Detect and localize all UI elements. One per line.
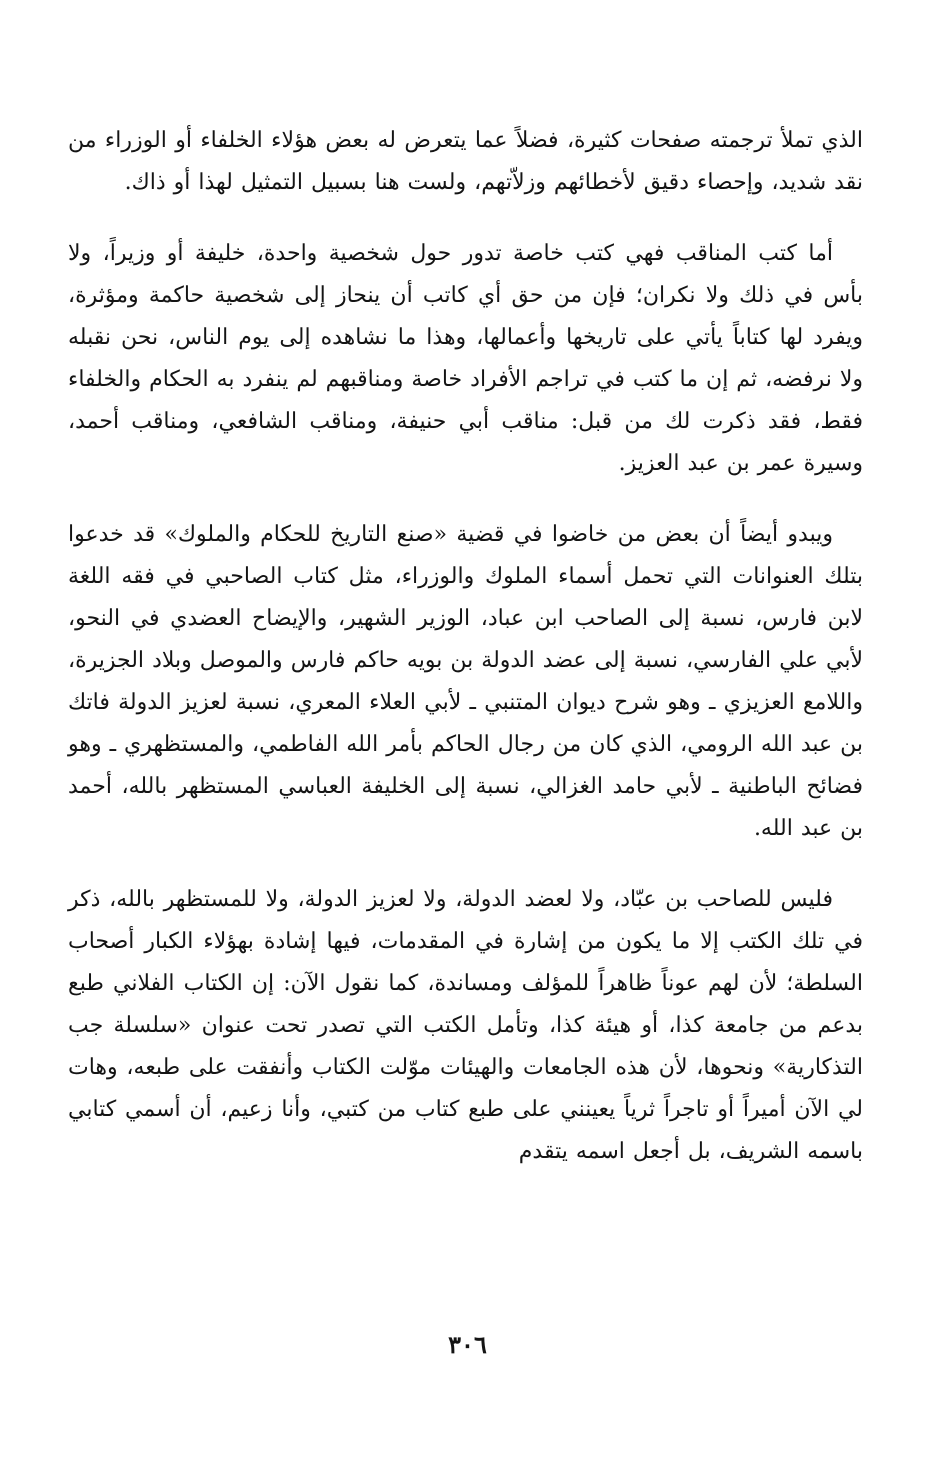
paragraph-2: أما كتب المناقب فهي كتب خاصة تدور حول شخصية واحدة، خليفة أو وزيراً، ولا بأس في ذلك ولا نكران؛ فإن من حق أي كاتب أن ينحاز إلى شخصية حاكمة ومؤثرة، ويفرد لها كتاباً يأتي على تاريخها وأعمالها، وهذا ما نشاهده إلى يوم الناس، نحن نقبله ولا نرفضه، ثم إن ما كتب في تراجم الأفراد خاصة ومناقبهم لم ينفرد به الحكام والخلفاء فقط، فقد ذكرت لك من قبل: مناقب أبي حنيفة، ومناقب الشافعي، ومناقب أحمد، وسيرة عمر بن عبد العزيز. [68, 241, 863, 476]
page-number: ٣٠٦ [448, 1330, 487, 1359]
paragraph-4: فليس للصاحب بن عبّاد، ولا لعضد الدولة، ولا لعزيز الدولة، ولا للمستظهر بالله، ذكر في تلك الكتب إلا ما يكون من إشارة في المقدمات، فيها إشادة بهؤلاء الكبار أصحاب السلطة؛ لأن لهم عوناً ظاهراً للمؤلف ومساندة، كما نقول الآن: إن الكتاب الفلاني طبع بدعم من جامعة كذا، أو هيئة كذا، وتأمل الكتب التي تصدر تحت عنوان «سلسلة جب التذكارية» ونحوها، لأن هذه الجامعات والهيئات موّلت الكتاب وأنفقت على طبعه، وهات لي الآن أميراً أو تاجراً ثرياً يعينني على طبع كتاب من كتبي، وأنا زعيم، أن أسمي كتابي باسمه الشريف، بل أجعل اسمه يتقدم [68, 887, 863, 1164]
paragraph-3: ويبدو أيضاً أن بعض من خاضوا في قضية «صنع التاريخ للحكام والملوك» قد خدعوا بتلك العنوانات التي تحمل أسماء الملوك والوزراء، مثل كتاب الصاحبي في فقه اللغة لابن فارس، نسبة إلى الصاحب ابن عباد، الوزير الشهير، والإيضاح العضدي في النحو، لأبي علي الفارسي، نسبة إلى عضد الدولة بن بويه حاكم فارس والموصل وبلاد الجزيرة، واللامع العزيزي ـ وهو شرح ديوان المتنبي ـ لأبي العلاء المعري، نسبة لعزيز الدولة فاتك بن عبد الله الرومي، الذي كان من رجال الحاكم بأمر الله الفاطمي، والمستظهري ـ وهو فضائح الباطنية ـ لأبي حامد الغزالي، نسبة إلى الخليفة العباسي المستظهر بالله، أحمد بن عبد الله. [68, 522, 863, 841]
paragraph-1: الذي تملأ ترجمته صفحات كثيرة، فضلاً عما يتعرض له بعض هؤلاء الخلفاء أو الوزراء من نقد شديد، وإحصاء دقيق لأخطائهم وزلاّتهم، ولست هنا بسبيل التمثيل لهذا أو ذاك. [68, 128, 863, 195]
